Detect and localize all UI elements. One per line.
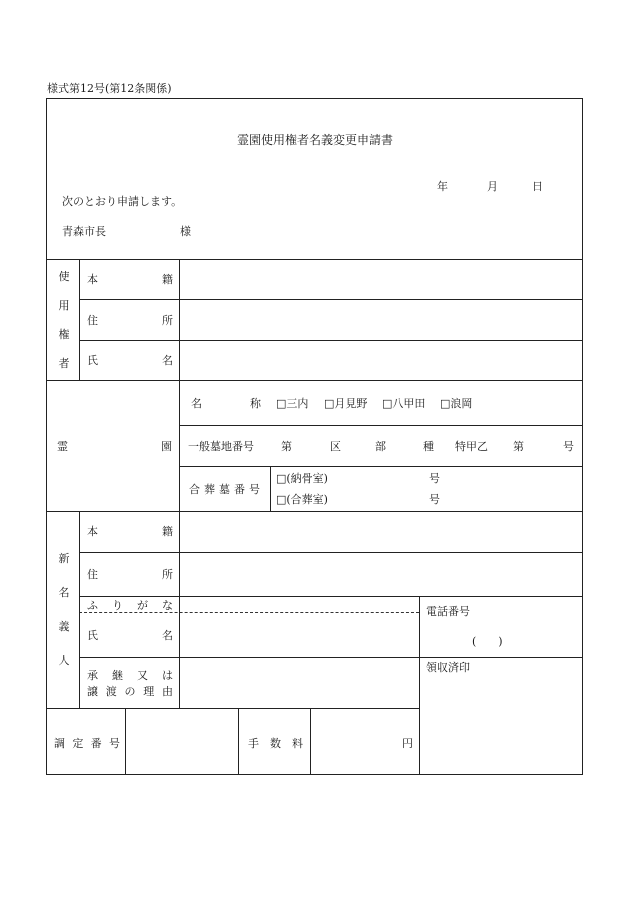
row-line [79, 340, 583, 341]
user-honseki-label: 本 籍 [87, 273, 173, 286]
col-line [310, 708, 311, 775]
row-line [79, 596, 583, 597]
general-part: 特甲乙 [455, 440, 488, 453]
col-line [79, 511, 80, 709]
row-line [179, 466, 583, 467]
user-address-field[interactable] [181, 301, 581, 339]
option-tsukimino[interactable]: □月見野 [324, 397, 368, 410]
new-honseki-label: 本 籍 [87, 525, 173, 538]
frame-left [46, 98, 47, 775]
frame-top [46, 98, 583, 99]
user-section-label: 使 用 権 者 [58, 270, 70, 370]
new-name-label: 氏 名 [87, 629, 173, 642]
date-day: 日 [532, 180, 543, 193]
intro-text: 次のとおり申請します。 [62, 195, 183, 208]
new-address-label: 住 所 [87, 568, 173, 581]
phone-field[interactable]: ( ) [472, 635, 503, 648]
currency-unit: 円 [402, 737, 413, 750]
user-name-field[interactable] [181, 342, 581, 379]
receipt-stamp-label: 領収済印 [426, 661, 470, 674]
general-part: 種 [423, 440, 434, 453]
row-line [79, 299, 583, 300]
survey-number-label: 調 定 番 号 [54, 737, 120, 750]
phone-label: 電話番号 [426, 605, 470, 618]
form-title: 霊園使用権者名義変更申請書 [236, 133, 393, 147]
general-part: 区 [330, 440, 341, 453]
option-hakkoda[interactable]: □八甲田 [382, 397, 426, 410]
col-line [179, 380, 180, 512]
honorific: 様 [180, 225, 191, 238]
new-furigana-label: ふ り が な [87, 599, 173, 612]
user-address-label: 住 所 [87, 314, 173, 327]
nokotsushitsu-suffix: 号 [429, 472, 440, 485]
row-line [179, 425, 583, 426]
new-furigana-field[interactable] [181, 598, 418, 611]
reason-label-line1: 承 継 又 は [87, 669, 173, 682]
general-part: 号 [563, 440, 574, 453]
option-nokotsushitsu[interactable]: □(納骨室) [276, 472, 328, 485]
addressee: 青森市長 [62, 225, 106, 238]
new-honseki-field[interactable] [181, 513, 581, 551]
fee-label: 手 数 料 [248, 737, 303, 750]
general-part: 部 [375, 440, 386, 453]
general-part: 第 [513, 440, 524, 453]
col-line [270, 466, 271, 512]
col-line [238, 708, 239, 775]
frame-right [582, 98, 583, 775]
col-line [419, 596, 420, 775]
date-month: 月 [487, 180, 498, 193]
gassoshitsu-suffix: 号 [429, 493, 440, 506]
frame-bottom [46, 774, 583, 775]
row-line [79, 552, 583, 553]
new-holder-label: 新 名 義 人 [58, 552, 70, 667]
reason-field[interactable] [181, 659, 418, 707]
col-line [179, 511, 180, 709]
new-address-field[interactable] [181, 554, 581, 595]
col-line [125, 708, 126, 775]
row-line [46, 380, 583, 381]
row-line [46, 511, 583, 512]
reason-label-line2: 譲 渡 の 理 由 [87, 685, 173, 698]
new-name-field[interactable] [181, 614, 418, 656]
option-sannai[interactable]: □三内 [276, 397, 309, 410]
general-grave-label: 一般墓地番号 [188, 440, 254, 453]
date-year: 年 [437, 180, 448, 193]
option-gassoshitsu[interactable]: □(合葬室) [276, 493, 328, 506]
option-namioka[interactable]: □浪岡 [440, 397, 473, 410]
col-line [79, 259, 80, 381]
row-line [46, 259, 583, 260]
survey-number-field[interactable] [127, 710, 237, 773]
general-part: 第 [281, 440, 292, 453]
form-number: 様式第12号(第12条関係) [47, 82, 172, 95]
user-honseki-field[interactable] [181, 261, 581, 298]
furigana-divider [79, 612, 419, 613]
user-name-label: 氏 名 [87, 354, 173, 367]
row-line [79, 657, 583, 658]
row-line [46, 708, 420, 709]
cemetery-name-label: 名 称 [191, 397, 261, 410]
col-line [179, 259, 180, 381]
joint-grave-label: 合 葬 墓 番 号 [189, 483, 260, 496]
cemetery-label: 霊 園 [57, 440, 172, 453]
